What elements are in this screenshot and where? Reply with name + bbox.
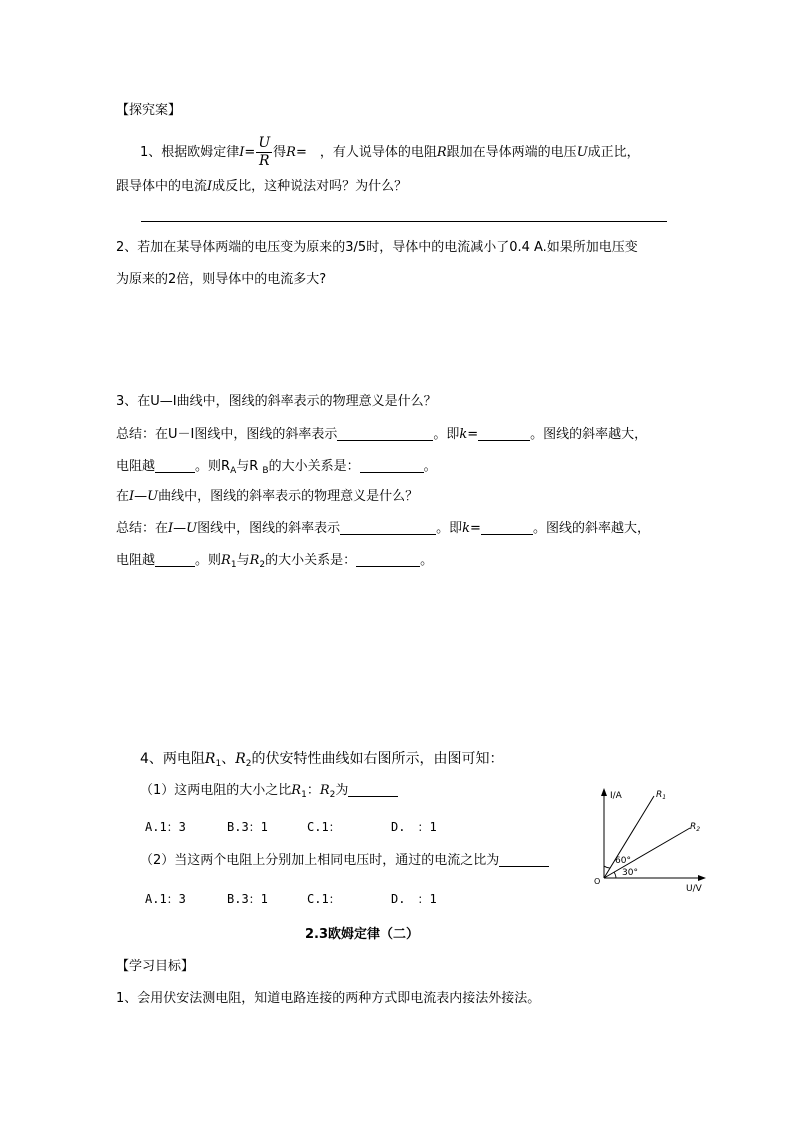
- option-c[interactable]: C.1：: [307, 892, 341, 906]
- q4-intro-a: 4、两电阻: [140, 751, 205, 767]
- q1-var-U: U: [576, 145, 588, 160]
- angle-60-label: 60°: [615, 856, 631, 866]
- section-heading-goals: 【学习目标】: [116, 959, 195, 974]
- question-4-part-1: [140, 781, 398, 805]
- q4-sub-2: 2: [245, 759, 252, 769]
- line-r2: [604, 828, 690, 878]
- q1-mid: 得: [273, 145, 287, 160]
- fill-blank[interactable]: [478, 426, 530, 441]
- fill-blank[interactable]: [499, 852, 549, 867]
- q4-p1-R2: R: [319, 783, 330, 798]
- q1-eq: =: [244, 145, 256, 160]
- angle-arc-30: [614, 872, 616, 878]
- answer-line: [141, 221, 667, 222]
- q3-t1-d: =: [470, 521, 481, 536]
- q3-t2-R1: R: [221, 553, 231, 568]
- q1-frac-den: R: [258, 153, 270, 169]
- fill-blank[interactable]: [155, 552, 195, 567]
- q3-t2-c: 与: [236, 553, 250, 568]
- q4-p1-a: （1）这两电阻的大小之比: [140, 783, 292, 798]
- q3-s1-k: k: [459, 427, 468, 442]
- angle-arc-60: [604, 866, 610, 868]
- q3-s1-c: =: [467, 427, 479, 442]
- r2-label: $R_2$: [690, 822, 701, 833]
- option-d[interactable]: D. ：1: [391, 892, 437, 906]
- q3-t1-a: 总结：在: [116, 521, 169, 536]
- q3-s2-c: 与R: [236, 459, 263, 474]
- q3-t2-e: 。: [420, 553, 434, 568]
- question-3-summary-4: [116, 551, 433, 575]
- q4-R2: R: [235, 751, 246, 767]
- q3-t1-I: I: [168, 521, 174, 536]
- q3-l4-U: U: [147, 489, 159, 504]
- q1-frac-num: U: [258, 135, 271, 151]
- question-1-line-2: [116, 177, 407, 197]
- q3-s2-b: 。则R: [195, 459, 231, 474]
- q3-s2-sub-A: A: [230, 466, 237, 476]
- x-axis-arrow: [698, 875, 706, 881]
- fill-blank[interactable]: [356, 552, 420, 567]
- q3-t1-b: 图线中，图线的斜率表示: [197, 521, 341, 536]
- option-d[interactable]: D. ：1: [391, 820, 437, 834]
- y-axis-label: I/A: [610, 791, 622, 801]
- question-3-summary-3: [116, 519, 650, 539]
- q1-prefix: 1、根据欧姆定律: [140, 145, 240, 160]
- question-2-line-2: 为原来的2倍，则导体中的电流多大?: [116, 272, 327, 287]
- q1-line2-var-I: I: [207, 179, 213, 194]
- q4-p1-R1: R: [291, 783, 302, 798]
- q3-s2-d: 的大小关系是：: [268, 459, 360, 474]
- question-3-summary-1: [116, 425, 647, 445]
- q4-intro-b: 的伏安特性曲线如右图所示，由图可知：: [251, 751, 504, 767]
- q4-sub-1: 1: [215, 759, 222, 769]
- r1-label: $R_1$: [656, 790, 667, 801]
- q1-line2-b: 成反比，这种说法对吗？为什么？: [212, 179, 408, 194]
- q3-t1-e: 。图线的斜率越大，: [532, 521, 650, 536]
- q3-s2-sub-B: B: [262, 466, 269, 476]
- question-4-part-2: [140, 851, 549, 871]
- q1-rest3: 成正比，: [587, 145, 640, 160]
- option-b[interactable]: B.3：1: [227, 892, 268, 906]
- q4-p1-colon: ：: [306, 783, 320, 798]
- q3-t1-k: k: [462, 521, 471, 536]
- q1-fraction: [256, 135, 272, 170]
- q3-s1-a: 总结：在U－I图线中，图线的斜率表示: [116, 427, 338, 442]
- q4-p1-b: 为: [335, 783, 349, 798]
- q3-s2-e: 。: [423, 459, 437, 474]
- fill-blank[interactable]: [337, 426, 433, 441]
- q3-s1-d: 。图线的斜率越大，: [530, 427, 648, 442]
- fill-blank[interactable]: [360, 458, 424, 473]
- option-a[interactable]: A.1：3: [145, 892, 186, 906]
- question-3-summary-2: [116, 457, 437, 481]
- q3-t2-b: 。则: [195, 553, 222, 568]
- question-4-intro: [140, 749, 503, 774]
- q1-var-R2: R: [436, 145, 447, 160]
- option-a[interactable]: A.1：3: [145, 820, 186, 834]
- q3-t2-d: 的大小关系是：: [265, 553, 357, 568]
- q3-l4-dash: —: [134, 489, 148, 504]
- q3-t1-U: U: [186, 521, 198, 536]
- option-b[interactable]: B.3：1: [227, 820, 268, 834]
- fill-blank[interactable]: [481, 520, 533, 535]
- q4-sep: 、: [221, 751, 236, 767]
- q3-t2-sub-1: 1: [230, 560, 237, 570]
- q3-s1-b: 。即: [433, 427, 460, 442]
- q3-l4-I: I: [129, 489, 135, 504]
- question-3-line-4: [116, 487, 418, 507]
- q3-l4-rest: 曲线中，图线的斜率表示的物理意义是什么？: [158, 489, 419, 504]
- option-c[interactable]: C.1：: [307, 820, 341, 834]
- q3-t2-a: 电阻越: [116, 553, 156, 568]
- q3-t2-R2: R: [249, 553, 260, 568]
- question-1-line-1: [140, 135, 640, 170]
- x-axis-label: U/V: [686, 884, 702, 894]
- q4-p1-sub-1: 1: [301, 790, 307, 800]
- fill-blank[interactable]: [348, 782, 398, 797]
- q3-t1-c: 。即: [436, 521, 463, 536]
- fill-blank[interactable]: [340, 520, 436, 535]
- q1-var-I: I: [239, 145, 245, 160]
- q4-R1: R: [204, 751, 216, 767]
- q1-rest: ，有人说导体的电阻: [306, 145, 437, 160]
- fill-blank[interactable]: [155, 458, 195, 473]
- section-heading-explore: 【探究案】: [116, 103, 182, 118]
- section-title: 2.3欧姆定律（二）: [305, 927, 420, 942]
- iu-characteristic-graph: [590, 780, 720, 900]
- q4-p1-sub-2: 2: [329, 790, 336, 800]
- q3-t1-dash: —: [173, 521, 187, 536]
- q1-line2-a: 跟导体中的电流: [116, 179, 208, 194]
- y-axis-arrow: [601, 788, 607, 796]
- q3-t2-sub-2: 2: [259, 560, 266, 570]
- origin-label: O: [594, 877, 601, 886]
- question-3-line-1: 3、在U—I曲线中，图线的斜率表示的物理意义是什么？: [116, 394, 437, 409]
- angle-30-label: 30°: [622, 868, 638, 878]
- q3-l4-pre: 在: [116, 489, 130, 504]
- learning-goal-1: 1、会用伏安法测电阻，知道电路连接的两种方式即电流表内接法外接法。: [116, 991, 541, 1006]
- q1-rest2: 跟加在导体两端的电压: [446, 145, 577, 160]
- q3-s2-a: 电阻越: [116, 459, 156, 474]
- q1-eq2: =: [295, 145, 307, 160]
- question-2-line-1: 2、若加在某导体两端的电压变为原来的3/5时，导体中的电流减小了0.4 A.如果所加电压变: [116, 240, 638, 255]
- q1-var-R: R: [286, 145, 296, 160]
- q4-p2-text: （2）当这两个电阻上分别加上相同电压时，通过的电流之比为: [140, 853, 500, 868]
